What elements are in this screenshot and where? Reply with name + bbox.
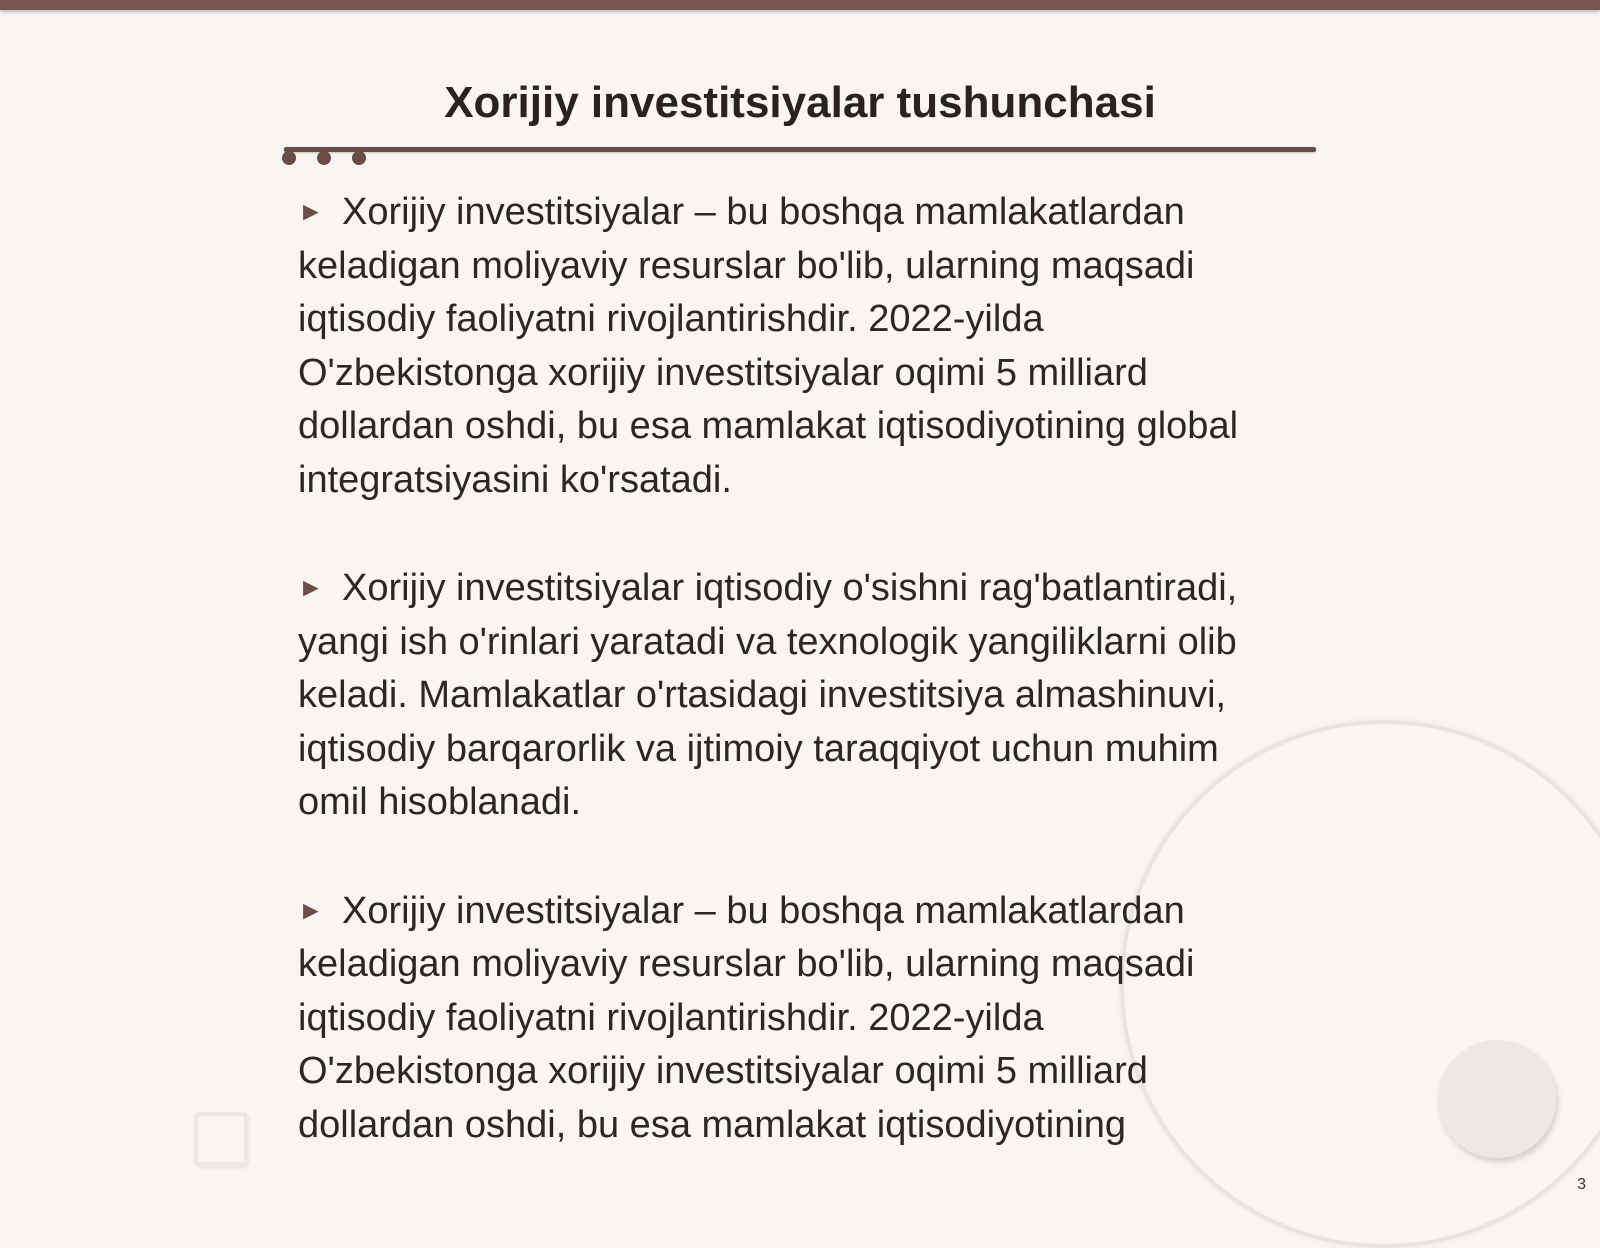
- bullet-text: Xorijiy investitsiyalar – bu boshqa mamlakatlardan keladigan moliyaviy resurslar bo'lib, ularning maqsadi iqtisodiy faoliyatni rivojlantirishdir. 2022-yilda O'zbekistonga xorijiy investitsiyalar oqimi 5 milliard dollardan oshdi, bu esa mamlakat iqtisodiyotining: [298, 889, 1195, 1146]
- bullet-paragraph-2: [298, 561, 1278, 830]
- bullet-text: Xorijiy investitsiyalar iqtisodiy o'sishni rag'batlantiradi, yangi ish o'rinlari yaratadi va texnologik yangiliklarni olib keladi. Mamlakatlar o'rtasidagi investitsiya almashinuvi, iqtisodiy barqarorlik va ijtimoiy taraqqiyot uchun muhim omil hisoblanadi.: [298, 567, 1238, 823]
- page-number: 3: [1577, 1176, 1586, 1193]
- decorative-dot: [352, 151, 366, 165]
- slide-title: Xorijiy investitsiyalar tushunchasi: [444, 78, 1156, 127]
- decorative-dot: [317, 151, 331, 165]
- decorative-circle-filled: [1438, 1040, 1556, 1158]
- top-accent-bar: [0, 0, 1600, 10]
- bullet-arrow-icon: ►: [298, 572, 324, 602]
- decorative-square: [194, 1112, 248, 1166]
- bullet-arrow-icon: ►: [298, 894, 324, 925]
- bullet-paragraph-1: [298, 185, 1278, 507]
- title-underline: [284, 147, 1316, 152]
- decorative-dot: [282, 151, 296, 165]
- bullet-text: Xorijiy investitsiyalar – bu boshqa mamlakatlardan keladigan moliyaviy resurslar bo'lib, ularning maqsadi iqtisodiy faoliyatni rivojlantirishdir. 2022-yilda O'zbekistonga xorijiy investitsiyalar oqimi 5 milliard dollardan oshdi, bu esa mamlakat iqtisodiyotining global integratsiyasini ko'rsatadi.: [298, 191, 1239, 501]
- bullet-paragraph-3: [298, 884, 1278, 1153]
- bullet-arrow-icon: ►: [298, 196, 324, 226]
- slide-body: [298, 185, 1278, 1206]
